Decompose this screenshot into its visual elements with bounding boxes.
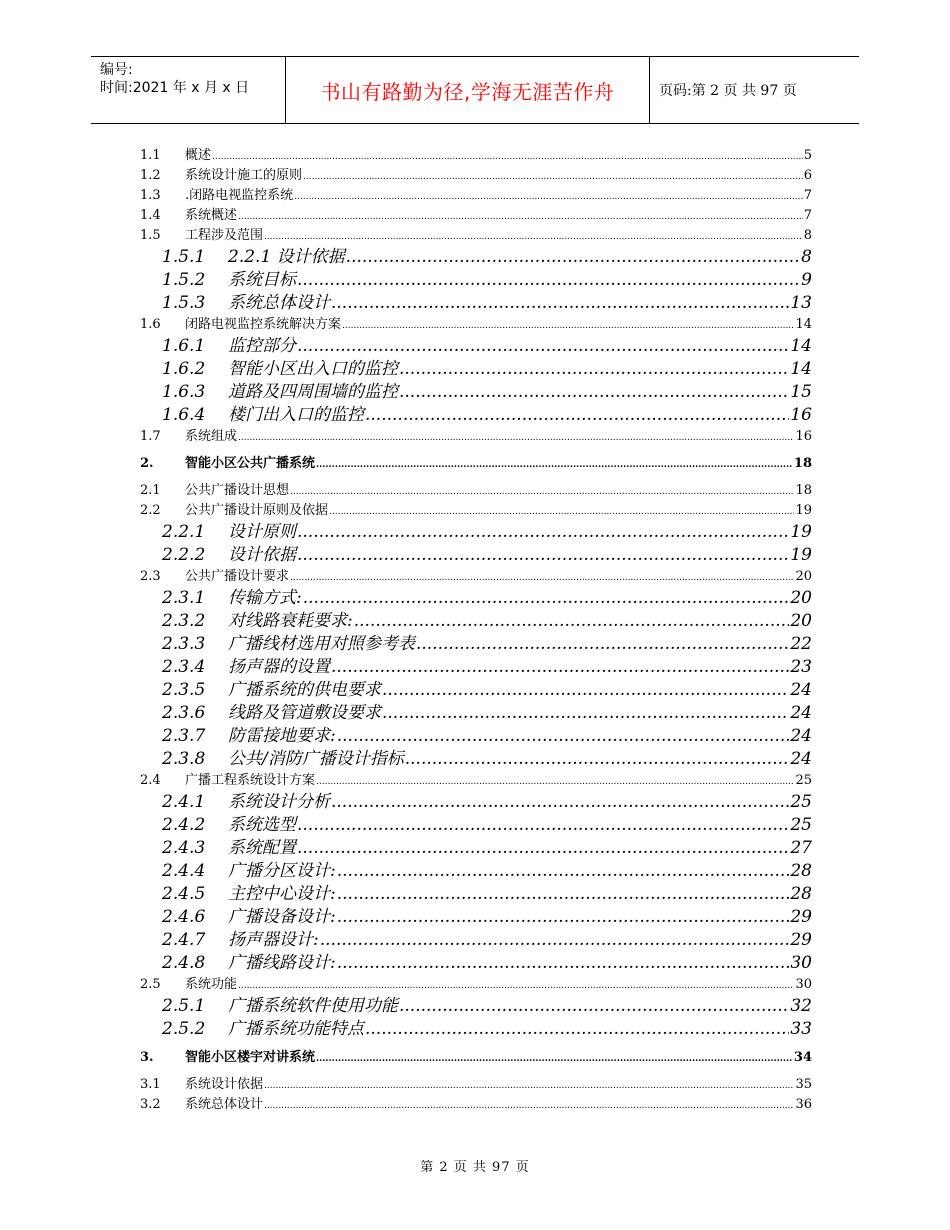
toc-dot-leader xyxy=(297,837,789,860)
toc-entry-title: 公共/消防广播设计指标 xyxy=(228,749,404,769)
toc-entry-number: 2.3.8 xyxy=(162,749,206,769)
toc-entry[interactable] xyxy=(162,358,812,381)
toc-dot-leader xyxy=(294,187,803,207)
code-label: 编号: xyxy=(100,62,133,78)
toc-entry-title: 系统组成 xyxy=(185,429,238,444)
toc-entry-title: 扬声器的设置 xyxy=(228,657,330,677)
toc-entry-number: 2.3.5 xyxy=(162,680,206,700)
toc-entry-page: 25 xyxy=(795,773,812,788)
toc-entry-title: 广播工程系统设计方案 xyxy=(185,773,316,788)
toc-entry[interactable] xyxy=(162,995,812,1018)
toc-entry-number: 2.4.5 xyxy=(162,884,206,904)
toc-entry-title: .闭路电视监控系统 xyxy=(185,188,294,203)
toc-entry-title: 公共广播设计要求 xyxy=(185,569,290,584)
toc-entry-page: 19 xyxy=(790,522,812,542)
toc-entry-title: 智能小区出入口的监控 xyxy=(228,359,398,379)
toc-entry-title: 广播线材选用对照参考表 xyxy=(228,634,415,654)
toc-entry-number: 1.3 xyxy=(140,188,161,203)
toc-entry-page: 14 xyxy=(795,317,812,332)
toc-entry-number: 2. xyxy=(140,456,154,471)
toc-entry-page: 23 xyxy=(790,657,812,677)
toc-entry-title: 设计原则 xyxy=(228,522,296,542)
toc-entry-title: 广播分区设计: xyxy=(228,861,336,881)
toc-entry[interactable] xyxy=(140,146,812,166)
toc-entry[interactable] xyxy=(162,679,812,702)
toc-entry-page: 6 xyxy=(803,168,812,183)
toc-entry-page: 15 xyxy=(790,382,812,402)
toc-entry-title: 设计依据 xyxy=(228,545,296,565)
toc-dot-leader xyxy=(290,482,794,502)
toc-entry[interactable] xyxy=(162,381,812,404)
page-footer: 第 2 页 共 97 页 xyxy=(420,1160,530,1175)
toc-dot-leader xyxy=(331,791,789,814)
toc-entry-page: 13 xyxy=(790,293,812,313)
toc-entry[interactable] xyxy=(162,906,812,929)
toc-entry-title: 系统功能 xyxy=(185,977,238,992)
toc-entry[interactable] xyxy=(162,837,812,860)
toc-entry-number: 3. xyxy=(140,1050,154,1065)
toc-entry-number: 2.4.2 xyxy=(162,815,206,835)
toc-dot-leader xyxy=(337,952,790,975)
toc-entry[interactable] xyxy=(140,206,812,226)
toc-entry[interactable] xyxy=(162,883,812,906)
toc-entry-page: 25 xyxy=(790,792,812,812)
toc-entry-number: 2.2 xyxy=(140,503,161,518)
toc-entry-title: 公共广播设计思想 xyxy=(185,483,290,498)
toc-entry-number: 2.2.2 xyxy=(162,545,206,565)
toc-entry[interactable] xyxy=(162,610,812,633)
toc-entry[interactable] xyxy=(162,791,812,814)
toc-entry[interactable] xyxy=(162,748,812,771)
page-header xyxy=(91,56,859,124)
header-motto: 书山有路勤为径,学海无涯苦作舟 xyxy=(286,57,650,123)
header-meta xyxy=(91,57,286,123)
toc-entry-page: 9 xyxy=(801,270,812,290)
toc-entry-page: 30 xyxy=(790,953,812,973)
toc-entry[interactable] xyxy=(140,567,812,587)
toc-entry-number: 1.5.3 xyxy=(162,293,206,313)
toc-dot-leader xyxy=(331,292,789,315)
toc-entry[interactable] xyxy=(162,521,812,544)
toc-entry-title: 广播系统的供电要求 xyxy=(228,680,381,700)
toc-dot-leader xyxy=(290,568,794,588)
toc-entry-page: 7 xyxy=(803,188,812,203)
toc-entry-number: 2.3.4 xyxy=(162,657,206,677)
toc-entry-number: 1.2 xyxy=(140,168,161,183)
toc-entry-title: 系统目标 xyxy=(228,270,296,290)
toc-entry-title: 系统设计分析 xyxy=(228,792,330,812)
toc-entry[interactable] xyxy=(162,702,812,725)
toc-entry-title: 监控部分 xyxy=(228,336,296,356)
toc-dot-leader xyxy=(337,883,790,906)
toc-entry-page: 25 xyxy=(790,815,812,835)
toc-dot-leader xyxy=(212,147,803,167)
toc-dot-leader xyxy=(382,702,789,725)
toc-dot-leader xyxy=(316,454,793,476)
toc-entry-title: 广播线路设计: xyxy=(228,953,336,973)
toc-entry-number: 1.5.1 xyxy=(162,247,206,267)
toc-dot-leader xyxy=(337,860,790,883)
toc-entry-number: 2.3.7 xyxy=(162,726,206,746)
toc-dot-leader xyxy=(399,358,789,381)
toc-entry-number: 2.4.1 xyxy=(162,792,206,812)
toc-entry-title: 系统配置 xyxy=(228,838,296,858)
toc-dot-leader xyxy=(365,1018,789,1041)
toc-entry-title: 防雷接地要求: xyxy=(228,726,336,746)
toc-dot-leader xyxy=(297,335,789,358)
toc-dot-leader xyxy=(331,656,789,679)
toc-dot-leader xyxy=(297,544,789,567)
toc-entry-page: 19 xyxy=(790,545,812,565)
toc-entry-title: 楼门出入口的监控 xyxy=(228,405,364,425)
toc-entry-number: 2.5.2 xyxy=(162,1019,206,1039)
toc-dot-leader xyxy=(297,814,789,837)
toc-dot-leader xyxy=(342,316,794,336)
toc-entry-number: 2.4.8 xyxy=(162,953,206,973)
toc-dot-leader xyxy=(346,246,801,269)
toc-entry-title: 系统设计依据 xyxy=(185,1077,264,1092)
toc-entry[interactable] xyxy=(162,656,812,679)
toc-dot-leader xyxy=(337,906,790,929)
toc-entry-page: 20 xyxy=(790,611,812,631)
toc-entry-page: 33 xyxy=(790,1019,812,1039)
toc-dot-leader xyxy=(399,995,789,1018)
toc-entry-page: 19 xyxy=(795,503,812,518)
toc-entry-number: 1.6.1 xyxy=(162,336,206,356)
toc-entry-number: 2.4 xyxy=(140,773,161,788)
toc-dot-leader xyxy=(405,748,790,771)
toc-entry[interactable] xyxy=(140,166,812,186)
toc-dot-leader xyxy=(264,227,803,247)
toc-entry-page: 18 xyxy=(793,456,812,471)
toc-entry-page: 16 xyxy=(790,405,812,425)
toc-entry-number: 1.6.4 xyxy=(162,405,206,425)
toc-entry-number: 3.1 xyxy=(140,1077,161,1092)
toc-entry-page: 29 xyxy=(790,930,812,950)
toc-entry[interactable] xyxy=(140,453,812,475)
toc-dot-leader xyxy=(264,1076,794,1096)
toc-entry-page: 22 xyxy=(790,634,812,654)
toc-entry-page: 24 xyxy=(790,703,812,723)
toc-entry[interactable] xyxy=(140,1047,812,1069)
toc-dot-leader xyxy=(238,207,803,227)
toc-entry-title: 智能小区公共广播系统 xyxy=(185,456,316,471)
toc-entry-page: 20 xyxy=(795,569,812,584)
toc-entry-page: 16 xyxy=(795,429,812,444)
toc-entry-page: 28 xyxy=(790,861,812,881)
toc-entry-page: 18 xyxy=(795,483,812,498)
toc-entry-page: 32 xyxy=(790,996,812,1016)
header-page-info: 页码:第 2 页 共 97 页 xyxy=(659,83,797,99)
toc-entry-number: 3.2 xyxy=(140,1097,161,1112)
toc-entry-title: 线路及管道敷设要求 xyxy=(228,703,381,723)
toc-entry-title: 系统设计施工的原则 xyxy=(185,168,303,183)
toc-entry[interactable] xyxy=(140,501,812,521)
toc-entry-page: 28 xyxy=(790,884,812,904)
toc-entry-title: 系统总体设计 xyxy=(185,1097,264,1112)
toc-entry-title: 广播系统功能特点 xyxy=(228,1019,364,1039)
toc-entry-number: 2.3.6 xyxy=(162,703,206,723)
toc-entry-title: 智能小区楼宇对讲系统 xyxy=(185,1050,316,1065)
toc-dot-leader xyxy=(238,976,794,996)
toc-entry-number: 1.5.2 xyxy=(162,270,206,290)
toc-entry-number: 2.4.7 xyxy=(162,930,206,950)
toc-dot-leader xyxy=(416,633,789,656)
toc-entry[interactable] xyxy=(162,544,812,567)
toc-entry[interactable] xyxy=(162,929,812,952)
toc-entry[interactable] xyxy=(162,860,812,883)
toc-entry-page: 8 xyxy=(801,247,812,267)
toc-entry-title: 概述 xyxy=(185,148,212,163)
toc-entry-number: 1.5 xyxy=(140,228,161,243)
toc-dot-leader xyxy=(297,521,789,544)
toc-entry-title: 扬声器设计: xyxy=(228,930,319,950)
toc-entry-page: 34 xyxy=(793,1050,812,1065)
toc-entry[interactable] xyxy=(162,814,812,837)
toc-entry-number: 2.1 xyxy=(140,483,161,498)
toc-entry-title: 工程涉及范围 xyxy=(185,228,264,243)
toc-entry[interactable] xyxy=(162,1018,812,1041)
toc-entry-number: 2.3.3 xyxy=(162,634,206,654)
toc-entry-title: 系统总体设计 xyxy=(228,293,330,313)
toc-entry-number: 2.5 xyxy=(140,977,161,992)
toc-entry[interactable] xyxy=(140,975,812,995)
toc-entry-page: 5 xyxy=(803,148,812,163)
toc-entry-page: 36 xyxy=(795,1097,812,1112)
toc-dot-leader xyxy=(297,269,800,292)
toc-entry-page: 7 xyxy=(803,208,812,223)
toc-entry[interactable] xyxy=(162,725,812,748)
toc-dot-leader xyxy=(382,679,789,702)
toc-entry-number: 2.3.1 xyxy=(162,588,206,608)
toc-entry-title: 传输方式: xyxy=(228,588,302,608)
toc-entry-number: 2.4.6 xyxy=(162,907,206,927)
toc-entry-title: 系统概述 xyxy=(185,208,238,223)
toc-entry-number: 1.1 xyxy=(140,148,161,163)
toc-entry-number: 2.3 xyxy=(140,569,161,584)
toc-dot-leader xyxy=(320,929,790,952)
toc-entry-title: 2.2.1 设计依据 xyxy=(228,247,345,267)
toc-entry-number: 1.6 xyxy=(140,317,161,332)
toc-entry-page: 8 xyxy=(803,228,812,243)
toc-entry[interactable] xyxy=(140,186,812,206)
toc-entry-number: 2.4.3 xyxy=(162,838,206,858)
toc-entry-number: 2.4.4 xyxy=(162,861,206,881)
toc-entry-title: 广播设备设计: xyxy=(228,907,336,927)
toc-dot-leader xyxy=(354,610,790,633)
toc-entry-number: 2.5.1 xyxy=(162,996,206,1016)
toc-entry-number: 1.6.3 xyxy=(162,382,206,402)
toc-entry-page: 29 xyxy=(790,907,812,927)
toc-entry-page: 20 xyxy=(790,588,812,608)
toc-entry[interactable] xyxy=(162,633,812,656)
toc-entry-page: 14 xyxy=(790,336,812,356)
toc-dot-leader xyxy=(316,1048,793,1070)
toc-entry-title: 公共广播设计原则及依据 xyxy=(185,503,329,518)
toc-dot-leader xyxy=(329,502,794,522)
toc-entry-page: 27 xyxy=(790,838,812,858)
toc-dot-leader xyxy=(303,167,803,187)
toc-entry[interactable] xyxy=(162,587,812,610)
toc-entry[interactable] xyxy=(140,1095,812,1115)
toc-entry[interactable] xyxy=(162,246,812,269)
toc-entry-page: 35 xyxy=(795,1077,812,1092)
toc-entry-title: 闭路电视监控系统解决方案 xyxy=(185,317,342,332)
toc-entry[interactable] xyxy=(140,481,812,501)
toc-entry[interactable] xyxy=(162,335,812,358)
toc-entry-title: 广播系统软件使用功能 xyxy=(228,996,398,1016)
toc-entry-number: 1.7 xyxy=(140,429,161,444)
toc-entry[interactable] xyxy=(140,427,812,447)
toc-dot-leader xyxy=(316,772,794,792)
toc-entry-title: 主控中心设计: xyxy=(228,884,336,904)
toc-dot-leader xyxy=(303,587,790,610)
toc-dot-leader xyxy=(264,1096,794,1116)
toc-entry-number: 1.6.2 xyxy=(162,359,206,379)
toc-entry-page: 14 xyxy=(790,359,812,379)
toc-entry-title: 对线路衰耗要求: xyxy=(228,611,353,631)
toc-dot-leader xyxy=(337,725,790,748)
toc-entry-number: 1.4 xyxy=(140,208,161,223)
toc-entry[interactable] xyxy=(162,404,812,427)
toc-entry-title: 系统选型 xyxy=(228,815,296,835)
toc-entry[interactable] xyxy=(140,771,812,791)
toc-dot-leader xyxy=(238,428,794,448)
toc-entry[interactable] xyxy=(162,292,812,315)
toc-dot-leader xyxy=(399,381,789,404)
toc-entry-number: 2.2.1 xyxy=(162,522,206,542)
toc-entry-page: 30 xyxy=(795,977,812,992)
toc-entry-page: 24 xyxy=(790,726,812,746)
time-label: 时间:2021 年 x 月 x 日 xyxy=(100,80,250,96)
toc-entry[interactable] xyxy=(162,269,812,292)
toc-entry[interactable] xyxy=(140,226,812,246)
toc-dot-leader xyxy=(365,404,789,427)
toc-entry-page: 24 xyxy=(790,680,812,700)
toc-entry-number: 2.3.2 xyxy=(162,611,206,631)
toc-entry[interactable] xyxy=(140,1075,812,1095)
toc-entry[interactable] xyxy=(140,315,812,335)
toc-entry-page: 24 xyxy=(790,749,812,769)
toc-entry[interactable] xyxy=(162,952,812,975)
toc-entry-title: 道路及四周围墙的监控 xyxy=(228,382,398,402)
